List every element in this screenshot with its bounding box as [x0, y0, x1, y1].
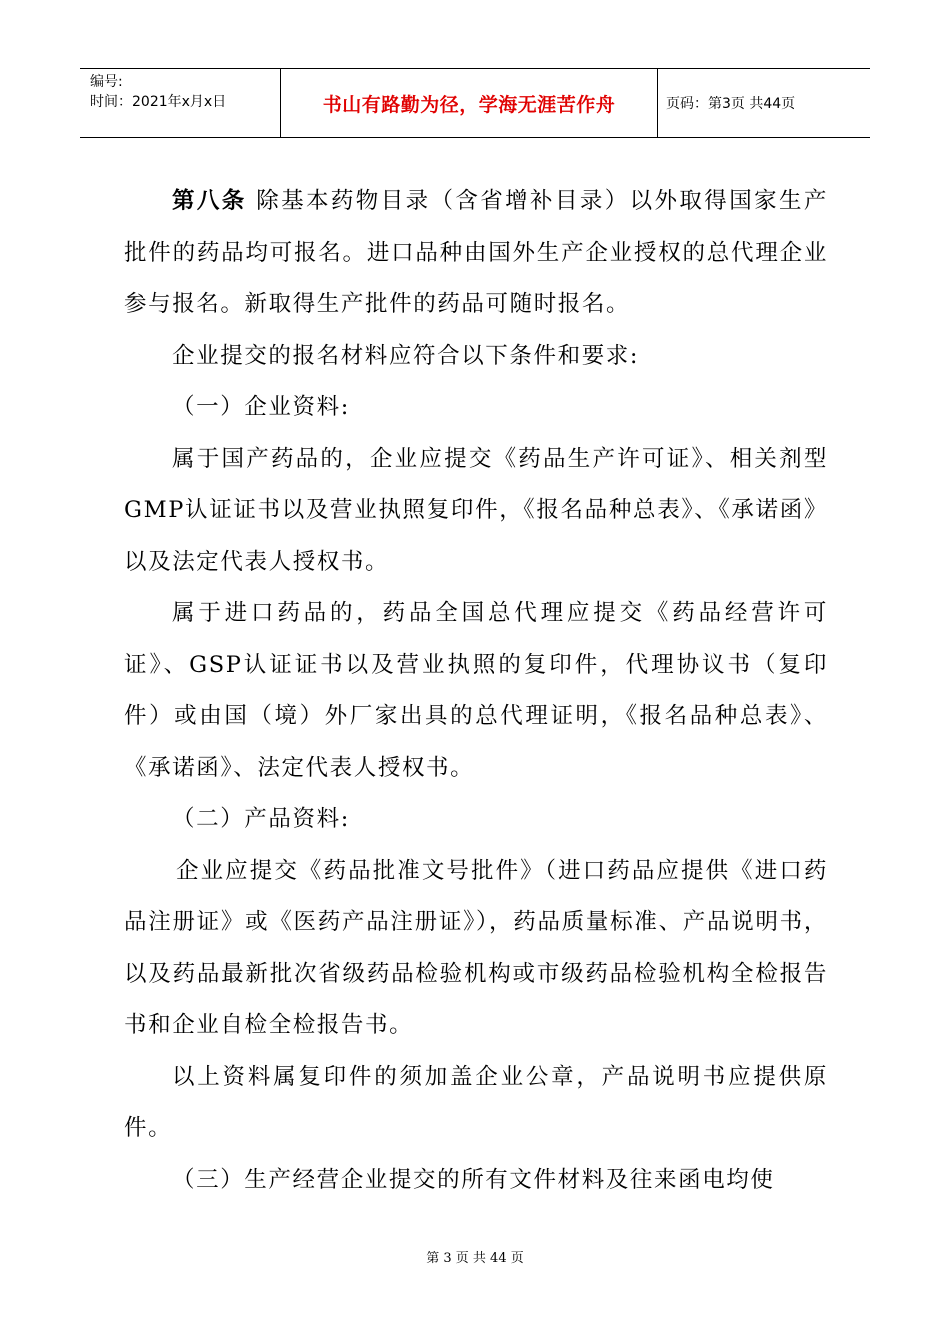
- section-heading-product-materials: （二）产品资料:: [172, 806, 350, 832]
- paragraph-requirements-intro: 企业提交的报名材料应符合以下条件和要求:: [172, 342, 640, 369]
- document-body: [124, 176, 828, 1206]
- document-number-label: 编号:: [90, 74, 123, 90]
- paragraph-copies-seal: 以上资料属复印件的须加盖企业公章，产品说明书应提供原件。: [124, 1063, 828, 1141]
- article-eight: [124, 176, 828, 331]
- article-heading: 第八条: [172, 188, 247, 214]
- page-footer: 第 3 页 共 44 页: [426, 1251, 524, 1266]
- page-header: [80, 68, 870, 138]
- article-text: 除基本药物目录（含省增补目录）以外取得国家生产批件的药品均可报名。进口品种由国外生产企业授权的总代理企业参与报名。新取得生产批件的药品可随时报名。: [124, 188, 828, 317]
- paragraph-domestic-drugs: 属于国产药品的，企业应提交《药品生产许可证》、相关剂型GMP认证证书以及营业执照复印件，《报名品种总表》、《承诺函》以及法定代表人授权书。: [124, 445, 828, 575]
- header-motto: 书山有路勤为径，学海无涯苦作舟: [281, 69, 658, 137]
- document-time: 时间：2021年x月x日: [90, 94, 227, 110]
- section-heading-company-materials: （一）企业资料:: [172, 394, 350, 420]
- header-page-info: 页码：第3页 共44页: [666, 96, 796, 112]
- paragraph-product-documents: 企业应提交《药品批准文号批件》（进口药品应提供《进口药品注册证》或《医药产品注册证》），药品质量标准、产品说明书，以及药品最新批次省级药品检验机构或市级药品检验机构全检报告书和企业自检全检报告书。: [124, 857, 828, 1038]
- header-meta: [80, 69, 281, 137]
- paragraph-section-three: （三）生产经营企业提交的所有文件材料及往来函电均使: [172, 1166, 775, 1193]
- paragraph-imported-drugs: 属于进口药品的，药品全国总代理应提交《药品经营许可证》、GSP认证证书以及营业执照的复印件，代理协议书（复印件）或由国（境）外厂家出具的总代理证明，《报名品种总表》、《承诺函》、法定代表人授权书。: [124, 600, 828, 781]
